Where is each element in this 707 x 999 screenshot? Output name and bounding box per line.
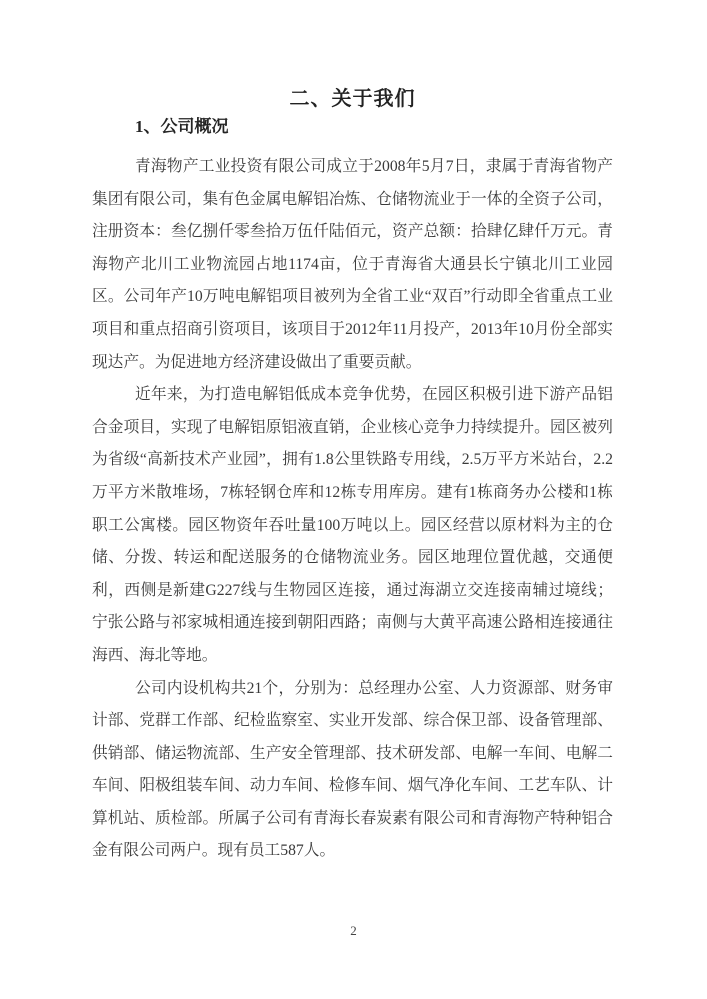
body-text xyxy=(92,151,613,868)
page-number: 2 xyxy=(350,923,357,938)
page-title: 二、关于我们 xyxy=(289,86,416,110)
document-content xyxy=(92,84,613,868)
paragraph-park-facilities: 近年来，为打造电解铝低成本竞争优势，在园区积极引进下游产品铝合金项目，实现了电解铝原铝液直销，企业核心竞争力持续提升。园区被列为省级“高新技术产业园”，拥有1.8公里铁路专用线，2.5万平方米站台，2.2万平方米散堆场，7栋轻钢仓库和12栋专用库房。建有1栋商务办公楼和1栋职工公寓楼。园区物资年吞吐量100万吨以上。园区经营以原材料为主的仓储、分拨、转运和配送服务的仓储物流业务。园区地理位置优越，交通便利，西侧是新建G227线与生物园区连接，通过海湖立交连接南辅过境线；宁张公路与祁家城相通连接到朝阳西路；南侧与大黄平高速公路相连接通往海西、海北等地。 xyxy=(92,386,613,664)
paragraph-company-overview: 青海物产工业投资有限公司成立于2008年5月7日，隶属于青海省物产集团有限公司，集有色金属电解铝冶炼、仓储物流业于一体的全资子公司，注册资本：叁亿捌仟零叁拾万伍仟陆佰元，资产总额：拾肆亿肆仟万元。青海物产北川工业物流园占地1174亩，位于青海省大通县长宁镇北川工业园区。公司年产10万吨电解铝项目被列为全省工业“双百”行动即全省重点工业项目和重点招商引资项目，该项目于2012年11月投产，2013年10月份全部实现达产。为促进地方经济建设做出了重要贡献。 xyxy=(92,158,613,371)
paragraph-internal-departments: 公司内设机构共21个，分别为：总经理办公室、人力资源部、财务审计部、党群工作部、纪检监察室、实业开发部、综合保卫部、设备管理部、供销部、储运物流部、生产安全管理部、技术研发部、电解一车间、电解二车间、阳极组装车间、动力车间、检修车间、烟气净化车间、工艺车队、计算机站、质检部。所属子公司有青海长春炭素有限公司和青海物产特种铝合金有限公司两户。现有员工587人。 xyxy=(92,679,613,860)
section-heading: 1、公司概况 xyxy=(135,117,229,136)
